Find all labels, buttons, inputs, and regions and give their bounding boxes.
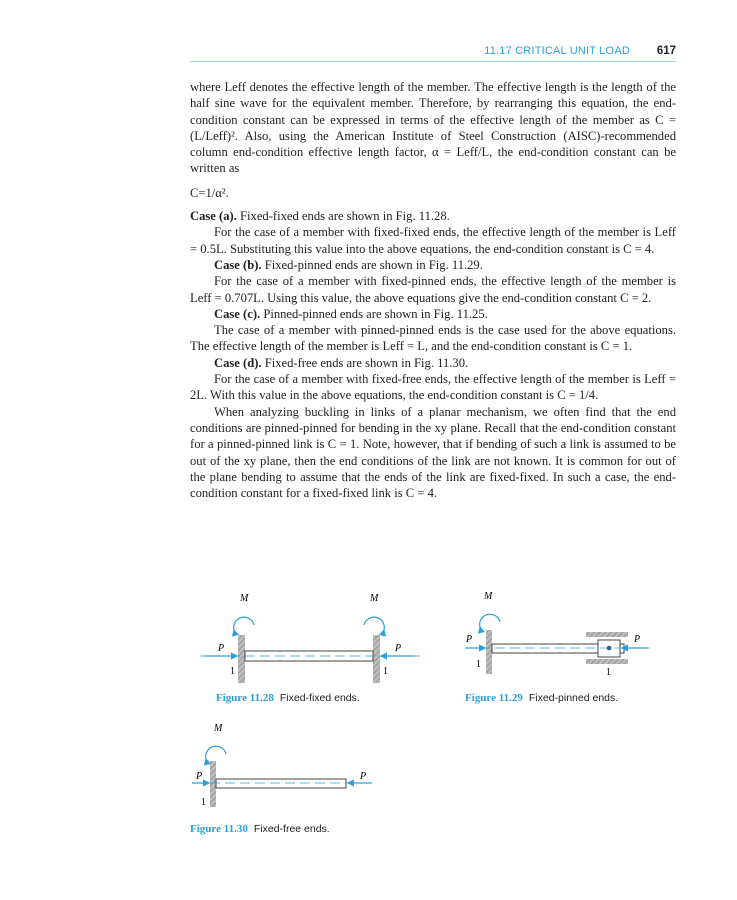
load-label-left: P bbox=[466, 634, 473, 645]
case-b-label: Case (b). bbox=[214, 257, 262, 272]
header-rule bbox=[190, 61, 676, 62]
member bbox=[216, 779, 346, 788]
case-a-heading bbox=[190, 208, 676, 224]
figure-11-28-label: Figure 11.28 bbox=[216, 692, 274, 704]
case-c-body: The case of a member with pinned-pinned ends is the case used for the above equations. The effective length of the member is Leff = L, and the end-condition constant is C = 1. bbox=[190, 323, 676, 354]
figure-11-30-text: Fixed-free ends. bbox=[253, 823, 330, 835]
axis-label-left: 1 bbox=[476, 659, 481, 670]
figure-11-30-label: Figure 11.30 bbox=[190, 823, 248, 835]
moment-arrow bbox=[206, 746, 226, 759]
axis-label: 1 bbox=[201, 797, 206, 808]
case-c-heading-text: Pinned-pinned ends are shown in Fig. 11.25. bbox=[260, 306, 488, 321]
guide-bottom bbox=[586, 659, 628, 664]
case-c-label: Case (c). bbox=[214, 306, 261, 321]
figure-11-29-caption bbox=[465, 692, 618, 704]
figure-11-30-diagram bbox=[190, 715, 390, 815]
case-a-heading-text: Fixed-fixed ends are shown in Fig. 11.28. bbox=[236, 209, 450, 224]
wall-right bbox=[373, 635, 380, 683]
case-a-body: For the case of a member with fixed-fixed ends, the effective length of the member is Leff = 0.5L. Substituting this value into the above equations, the end-condition constant is C = 4. bbox=[190, 225, 676, 256]
running-title: 11.17 CRITICAL UNIT LOAD bbox=[484, 45, 630, 57]
case-b-heading-text: Fixed-pinned ends are shown in Fig. 11.29. bbox=[261, 257, 483, 272]
load-label-left: P bbox=[218, 643, 225, 654]
body-text bbox=[190, 79, 676, 501]
moment-label-left: M bbox=[240, 593, 249, 604]
case-c-heading bbox=[190, 306, 676, 322]
wall-left bbox=[238, 635, 245, 683]
case-a-label: Case (a). bbox=[190, 209, 237, 224]
load-label-left: P bbox=[196, 771, 203, 782]
figure-11-29-diagram bbox=[460, 585, 660, 685]
moment-arrow bbox=[480, 614, 500, 627]
case-d-heading-text: Fixed-free ends are shown in Fig. 11.30. bbox=[261, 355, 469, 370]
case-d-body: For the case of a member with fixed-free ends, the effective length of the member is Leff = 2L. With this value in the above equations, the end-condition constant is C = 1/4. bbox=[190, 372, 676, 403]
case-b-body: For the case of a member with fixed-pinned ends, the effective length of the member is Leff = 0.707L. Using this value, the above equations give the end-condition constant C = 2. bbox=[190, 274, 676, 305]
case-d-label: Case (d). bbox=[214, 355, 262, 370]
load-label-right: P bbox=[395, 643, 402, 654]
axis-label-right: 1 bbox=[383, 666, 388, 677]
moment-arrow-right bbox=[364, 617, 384, 630]
page-header bbox=[190, 45, 676, 65]
wall-fixed bbox=[210, 761, 216, 807]
figure-11-30-caption bbox=[190, 823, 330, 835]
moment-arrow-left bbox=[234, 617, 254, 630]
page-number: 617 bbox=[656, 45, 676, 57]
figure-11-28-text: Fixed-fixed ends. bbox=[279, 692, 360, 704]
load-label-right: P bbox=[360, 771, 367, 782]
figure-11-28-caption bbox=[216, 692, 360, 704]
case-b-heading bbox=[190, 257, 676, 273]
figure-11-28-diagram bbox=[190, 585, 430, 685]
axis-label-right: 1 bbox=[606, 667, 611, 678]
axis-label-left: 1 bbox=[230, 666, 235, 677]
equation-c: C=1/α². bbox=[190, 185, 229, 200]
moment-label: M bbox=[214, 723, 223, 734]
guide-top bbox=[586, 632, 628, 637]
load-label-right: P bbox=[634, 634, 641, 645]
moment-label-right: M bbox=[370, 593, 379, 604]
case-d-heading bbox=[190, 355, 676, 371]
wall-fixed bbox=[486, 630, 492, 674]
paragraph-intro: where Leff denotes the effective length of the member. The effective length is the length of the half sine wave for the equivalent member. Therefore, by rearranging this equation, the end-condition constant can be expressed in terms of the effective length of the member as C = (L/Leff)². Also, using the American Institute of Steel Construction (AISC)-recommended column end-condition effective length factor, α = Leff/L, the end-condition constant can be written as bbox=[190, 80, 676, 176]
closing-paragraph: When analyzing buckling in links of a planar mechanism, we often find that the end conditions are pinned-pinned for bending in the xy plane. Recall that the end-condition constant for a pinned-pinned link is C = 1. Note, however, that if bending of such a link is assumed to be out of the xy plane, then the end conditions of the link are not known. It is common for out of the plane bending to assume that the ends of the link are fixed-fixed. In such a case, the end-condition constant for a fixed-fixed link is C = 4. bbox=[190, 404, 676, 501]
figure-11-29-label: Figure 11.29 bbox=[465, 692, 523, 704]
moment-label: M bbox=[484, 591, 493, 602]
figure-11-29-text: Fixed-pinned ends. bbox=[528, 692, 619, 704]
